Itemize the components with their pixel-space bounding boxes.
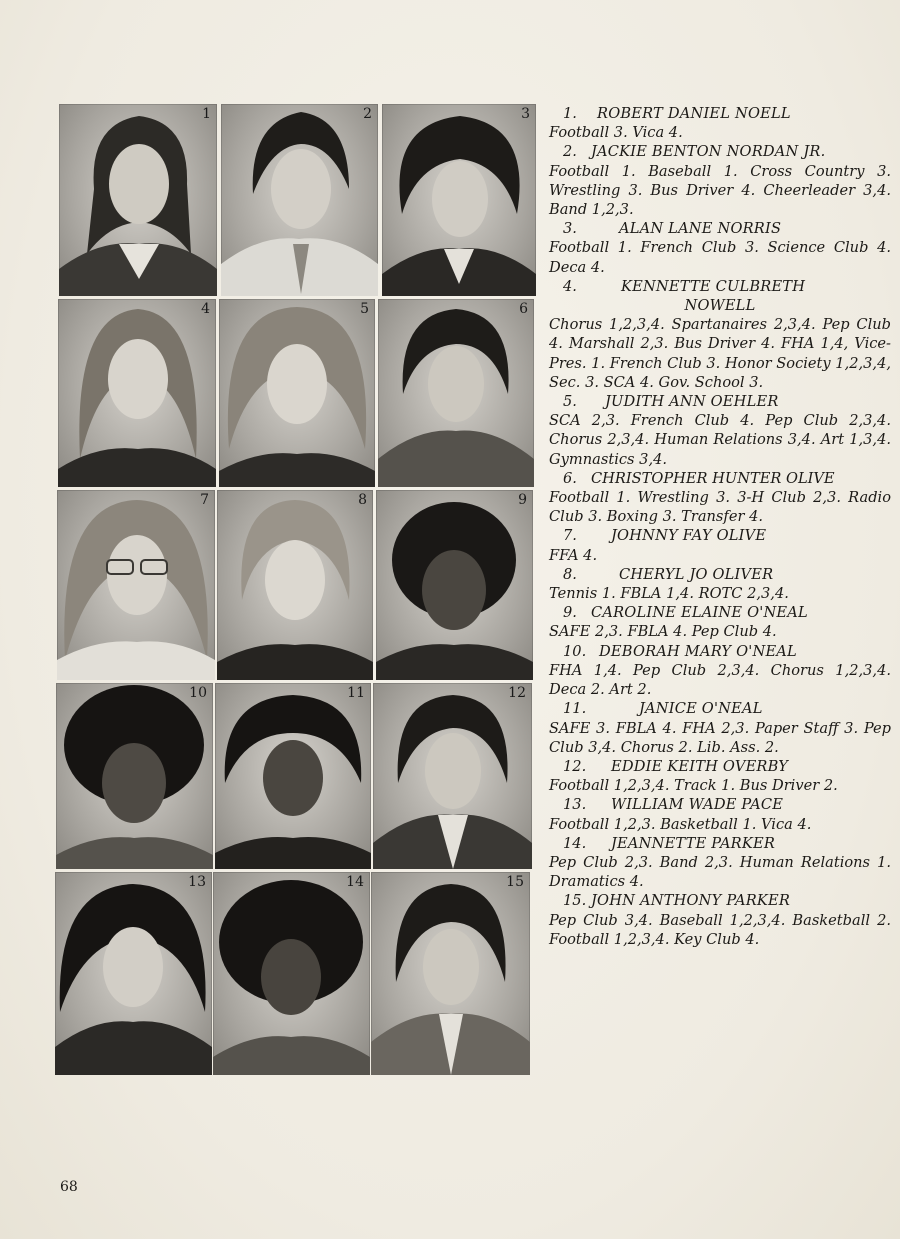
student-name: ROBERT DANIEL NOELL	[597, 105, 791, 122]
student-activities: Tennis 1. FBLA 1,4. ROTC 2,3,4.	[549, 585, 789, 603]
entry-number: 9.	[563, 604, 577, 622]
photo-number: 3	[521, 106, 530, 122]
student-name: JANICE O'NEAL	[639, 700, 763, 718]
portrait-photo-11	[215, 683, 371, 869]
photo-number: 11	[347, 685, 365, 701]
page-number: 68	[60, 1179, 78, 1195]
portrait-photo-7	[57, 490, 215, 680]
student-name: JEANNETTE PARKER	[611, 834, 776, 852]
student-entry-4	[549, 277, 891, 392]
student-entry-12	[549, 757, 891, 795]
student-entry-5	[549, 392, 891, 469]
student-name: JACKIE BENTON NORDAN JR.	[591, 143, 826, 161]
portrait-image	[221, 104, 378, 296]
portrait-photo-14	[213, 872, 370, 1075]
student-entry-1	[549, 104, 891, 142]
photo-number: 8	[358, 492, 367, 508]
entry-number: 4.	[563, 277, 577, 295]
student-name: WILLIAM WADE PACE	[611, 796, 784, 814]
entry-number: 1.	[563, 105, 577, 122]
student-activities: SAFE 2,3. FBLA 4. Pep Club 4.	[549, 623, 777, 641]
portrait-image	[213, 872, 370, 1075]
student-entry-8	[549, 565, 891, 603]
student-activities: Football 1. Wrestling 3. 3-H Club 2,3. Radio Club 3. Boxing 3. Transfer 4.	[549, 489, 891, 526]
portrait-image	[378, 299, 534, 487]
portrait-image	[371, 872, 530, 1075]
portrait-photo-6	[378, 299, 534, 487]
photo-number: 15	[506, 874, 524, 890]
portrait-image	[382, 104, 536, 296]
photo-number: 6	[519, 301, 528, 317]
student-entry-7	[549, 526, 891, 564]
entry-number: 13.	[563, 796, 587, 814]
portrait-photo-15	[371, 872, 530, 1075]
entry-number: 7.	[563, 527, 577, 545]
portrait-photo-1	[59, 104, 217, 296]
portrait-image	[219, 299, 375, 487]
student-name: ALAN LANE NORRIS	[619, 220, 782, 238]
student-entry-6	[549, 469, 891, 527]
student-entry-14	[549, 834, 891, 892]
entry-number: 5.	[563, 393, 577, 411]
photo-number: 7	[200, 492, 209, 508]
photo-number: 10	[189, 685, 207, 701]
portrait-photo-13	[55, 872, 212, 1075]
portrait-photo-12	[373, 683, 532, 869]
student-entry-15	[549, 891, 891, 949]
student-activities: Pep Club 3,4. Baseball 1,2,3,4. Basketball 2. Football 1,2,3,4. Key Club 4.	[549, 911, 891, 948]
portrait-image	[56, 683, 213, 869]
portrait-image	[215, 683, 371, 869]
photo-number: 1	[202, 106, 211, 122]
entry-number: 11.	[563, 700, 587, 718]
student-activities: FHA 1,4. Pep Club 2,3,4. Chorus 1,2,3,4. Deca 2. Art 2.	[549, 661, 891, 699]
student-activities: Football 1. Baseball 1. Cross Country 3. Wrestling 3. Bus Driver 4. Cheerleader 3,4. Band 1,2,3.	[549, 162, 891, 219]
student-entry-9	[549, 603, 891, 641]
student-activities: Football 1,2,3,4. Track 1. Bus Driver 2.	[549, 777, 838, 795]
student-activities: Chorus 1,2,3,4. Spartanaires 2,3,4. Pep Club 4. Marshall 2,3. Bus Driver 4. FHA 1,4, Vice-Pres. 1. French Club 3. Honor Society 1,2,3,4, Sec. 3. SCA 4. Gov. School 3.	[549, 316, 891, 391]
student-name: JOHN ANTHONY PARKER	[591, 892, 791, 910]
portrait-photo-4	[58, 299, 216, 487]
portrait-photo-5	[219, 299, 375, 487]
entry-number: 3.	[563, 220, 577, 238]
student-name: DEBORAH MARY O'NEAL	[599, 642, 797, 660]
entry-number: 6.	[563, 469, 577, 487]
student-name: JUDITH ANN OEHLER	[605, 393, 779, 411]
student-entry-3	[549, 219, 891, 277]
photo-number: 13	[188, 874, 206, 890]
entry-number: 8.	[563, 565, 577, 583]
student-name: CHRISTOPHER HUNTER OLIVE	[591, 469, 835, 487]
portrait-image	[57, 490, 215, 680]
photo-number: 9	[518, 492, 527, 508]
photo-number: 14	[346, 874, 364, 890]
student-name-continued: NOWELL	[684, 297, 756, 315]
portrait-photo-3	[382, 104, 536, 296]
portrait-photo-10	[56, 683, 213, 869]
portrait-image	[59, 104, 217, 296]
photo-number: 12	[508, 685, 526, 701]
student-name: KENNETTE CULBRETH	[621, 277, 806, 295]
student-activities: Football 3. Vica 4.	[549, 124, 683, 142]
student-name: CAROLINE ELAINE O'NEAL	[591, 604, 808, 622]
portrait-photo-9	[376, 490, 533, 680]
portrait-image	[55, 872, 212, 1075]
photo-number: 2	[363, 106, 372, 122]
portrait-image	[373, 683, 532, 869]
entry-number: 14.	[563, 834, 587, 852]
entry-number: 2.	[563, 143, 577, 161]
student-activities: FFA 4.	[549, 546, 598, 564]
portrait-image	[217, 490, 373, 680]
portrait-photo-2	[221, 104, 378, 296]
entry-number: 10.	[563, 642, 587, 660]
student-activities: SCA 2,3. French Club 4. Pep Club 2,3,4. Chorus 2,3,4. Human Relations 3,4. Art 1,3,4. Gymnastics 3,4.	[549, 412, 891, 468]
portrait-image	[376, 490, 533, 680]
student-name: JOHNNY FAY OLIVE	[611, 527, 767, 545]
student-entry-13	[549, 795, 891, 833]
student-entry-11	[549, 699, 891, 757]
student-name: EDDIE KEITH OVERBY	[611, 757, 789, 775]
student-name: CHERYL JO OLIVER	[619, 565, 774, 583]
entry-number: 15.	[563, 892, 587, 910]
photo-number: 5	[360, 301, 369, 317]
student-entry-10	[549, 642, 891, 700]
student-bio-list	[549, 104, 891, 949]
portrait-image	[58, 299, 216, 487]
student-activities: Football 1. French Club 3. Science Club 4. Deca 4.	[549, 239, 891, 276]
student-entry-2	[549, 142, 891, 219]
portrait-photo-8	[217, 490, 373, 680]
photo-number: 4	[201, 301, 210, 317]
student-activities: SAFE 3. FBLA 4. FHA 2,3. Paper Staff 3. Pep Club 3,4. Chorus 2. Lib. Ass. 2.	[549, 719, 891, 756]
student-activities: Pep Club 2,3. Band 2,3. Human Relations 1. Dramatics 4.	[549, 853, 891, 891]
student-activities: Football 1,2,3. Basketball 1. Vica 4.	[549, 815, 812, 833]
entry-number: 12.	[563, 757, 587, 775]
